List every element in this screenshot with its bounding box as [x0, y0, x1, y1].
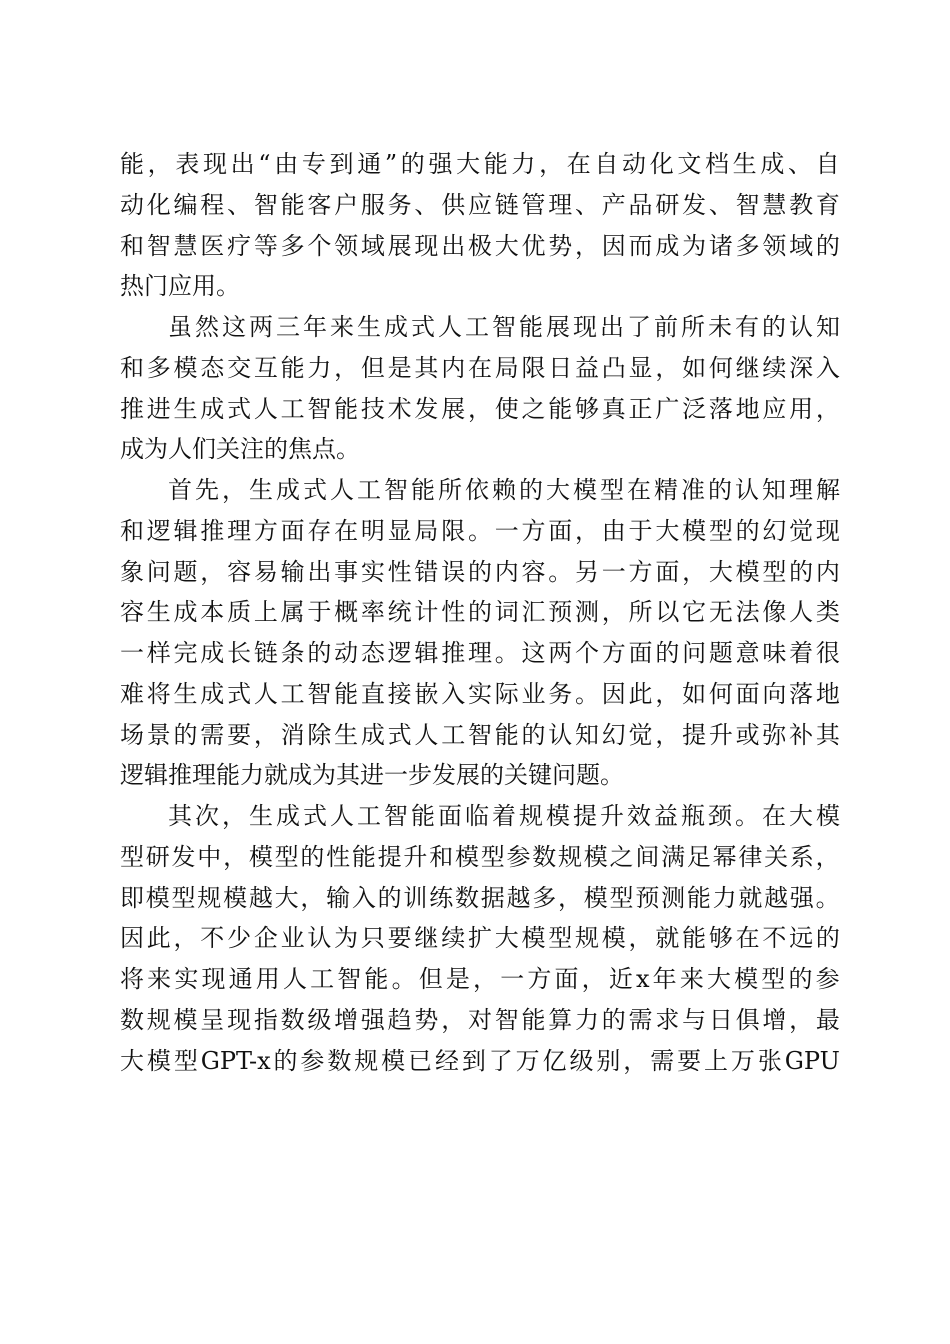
text-line: 因 此 ， 不 少 企 业 认 为 只 要 继 续 扩 大 模 型 规 模 ， 就 能 够 在 不 远 的 [120, 924, 840, 953]
text-line: 首 先 ， 生 成 式 人 工 智 能 所 依 赖 的 大 模 型 在 精 准 的 认 知 理 解 [168, 476, 840, 504]
text-line: 数 规 模 呈 现 指 数 级 增 强 趋 势 ， 对 智 能 算 力 的 需 求 与 日 俱 增 ， 最 [120, 1005, 840, 1034]
text-line: 能 ， 表 现 出 “ 由 专 到 通 ” 的 强 大 能 力 ， 在 自 动 化 文 档 生 成 、 自 [120, 150, 840, 178]
text-line: 和 多 模 态 交 互 能 力 ， 但 是 其 内 在 局 限 日 益 凸 显 ， 如 何 继 续 深 入 [120, 353, 840, 382]
text-line: 其 次 ， 生 成 式 人 工 智 能 面 临 着 规 模 提 升 效 益 瓶 颈 。 在 大 模 [168, 802, 840, 830]
text-line: 一 样 完 成 长 链 条 的 动 态 逻 辑 推 理 。 这 两 个 方 面 的 问 题 意 味 着 很 [120, 639, 840, 667]
text-line: 和 智 慧 医 疗 等 多 个 领 域 展 现 出 极 大 优 势 ， 因 而 成 为 诸 多 领 域 的 [120, 231, 840, 260]
text-line: 逻辑推理能力就成为其进一步发展的关键问题。 [120, 761, 624, 790]
body-text [120, 144, 840, 1081]
text-line: 容 生 成 本 质 上 属 于 概 率 统 计 性 的 词 汇 预 测 ， 所 以 它 无 法 像 人 类 [120, 598, 840, 627]
text-line: 热门应用。 [120, 272, 240, 301]
text-line: 成为人们关注的焦点。 [120, 435, 360, 464]
text-line: 难 将 生 成 式 人 工 智 能 直 接 嵌 入 实 际 业 务 。 因 此 ， 如 何 面 向 落 地 [120, 679, 840, 708]
text-line: 将 来 实 现 通 用 人 工 智 能 。 但 是 ， 一 方 面 ， 近 x 年 来 大 模 型 的 参 [120, 965, 840, 993]
text-line: 大 模 型 GPT-x 的 参 数 规 模 已 经 到 了 万 亿 级 别 ， 需 要 上 万 张 GPU [120, 1046, 840, 1075]
text-line: 象 问 题 ， 容 易 输 出 事 实 性 错 误 的 内 容 。 另 一 方 面 ， 大 模 型 的 内 [120, 557, 840, 586]
text-line: 即 模 型 规 模 越 大 ， 输 入 的 训 练 数 据 越 多 ， 模 型 预 测 能 力 就 越 强 。 [120, 883, 840, 912]
text-line: 型 研 发 中 ， 模 型 的 性 能 提 升 和 模 型 参 数 规 模 之 间 满 足 幂 律 关 系 ， [120, 842, 840, 871]
text-line: 动 化 编 程 、 智 能 客 户 服 务 、 供 应 链 管 理 、 产 品 研 发 、 智 慧 教 育 [120, 190, 840, 219]
text-line: 和 逻 辑 推 理 方 面 存 在 明 显 局 限 。 一 方 面 ， 由 于 大 模 型 的 幻 觉 现 [120, 516, 840, 545]
text-line: 推 进 生 成 式 人 工 智 能 技 术 发 展 ， 使 之 能 够 真 正 广 泛 落 地 应 用 ， [120, 394, 840, 423]
text-line: 虽 然 这 两 三 年 来 生 成 式 人 工 智 能 展 现 出 了 前 所 未 有 的 认 知 [168, 313, 840, 341]
text-line: 场 景 的 需 要 ， 消 除 生 成 式 人 工 智 能 的 认 知 幻 觉 ， 提 升 或 弥 补 其 [120, 720, 840, 749]
